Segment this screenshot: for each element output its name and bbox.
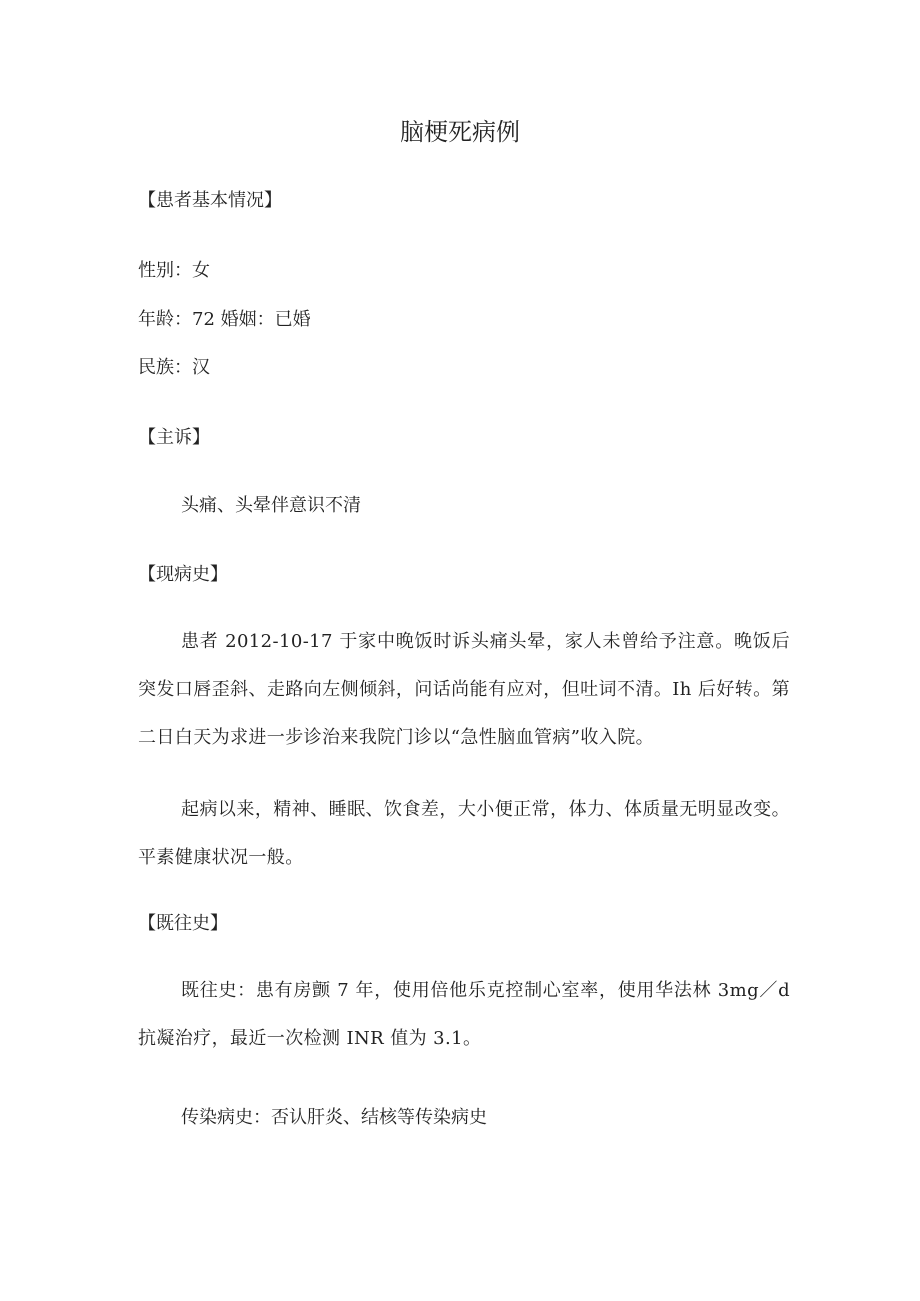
document-title: 脑梗死病例 <box>400 118 520 146</box>
present-illness-paragraph-2: 起病以来，精神、睡眠、饮食差，大小便正常，体力、体质量无明显改变。平素健康状况一般。 <box>138 799 790 868</box>
gender-field: 性别：女 <box>138 260 210 281</box>
past-history-paragraph: 既往史：患有房颤 7 年，使用倍他乐克控制心室率，使用华法林 3mg／d 抗凝治疗，最近一次检测 INR 值为 3.1。 <box>138 980 790 1049</box>
present-illness-paragraph-1: 患者 2012-10-17 于家中晚饭时诉头痛头晕，家人未曾给予注意。晚饭后突发口唇歪斜、走路向左侧倾斜，问话尚能有应对，但吐词不清。Ih 后好转。第二日白天为求进一步诊治来我院门诊以“急性脑血管病”收入院。 <box>138 631 790 748</box>
chief-complaint-text: 头痛、头晕伴意识不清 <box>181 495 361 516</box>
section-heading-basic-info: 【患者基本情况】 <box>138 190 282 211</box>
ethnicity-field: 民族：汉 <box>138 357 210 378</box>
infectious-disease-history: 传染病史：否认肝炎、结核等传染病史 <box>181 1107 487 1128</box>
age-marital-field: 年龄：72 婚姻：已婚 <box>138 309 311 330</box>
section-heading-chief-complaint: 【主诉】 <box>138 427 210 448</box>
section-heading-present-illness: 【现病史】 <box>138 564 228 585</box>
section-heading-past-history: 【既往史】 <box>138 913 228 934</box>
